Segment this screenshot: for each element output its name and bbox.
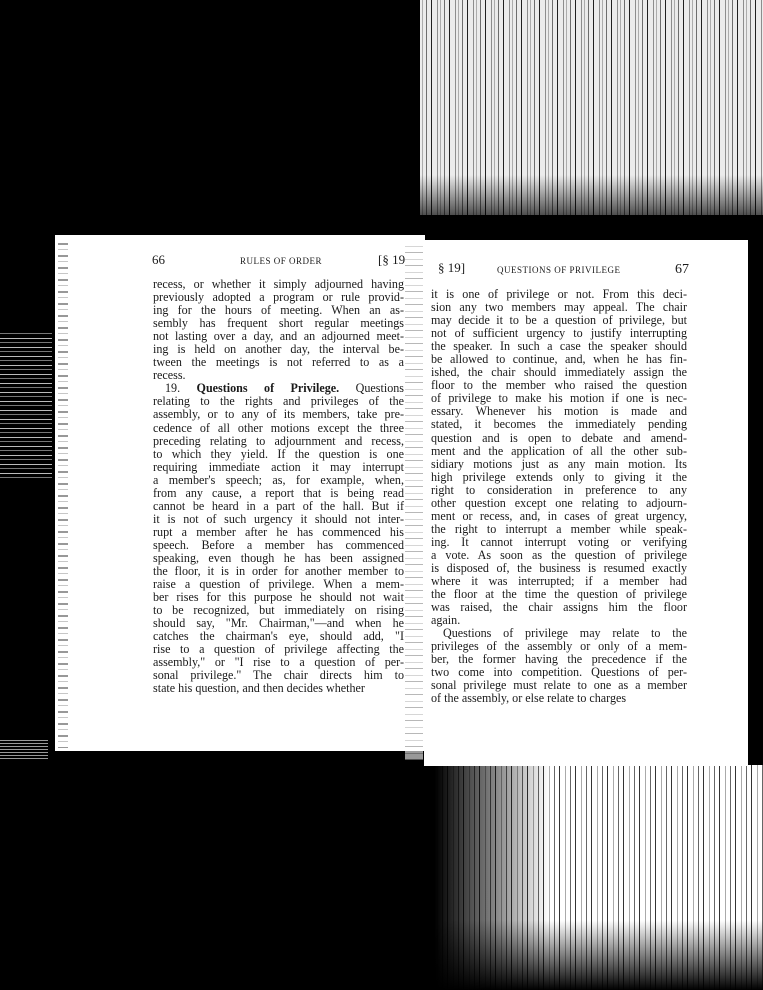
text-line: other question except one relating to adjourn- xyxy=(431,495,687,510)
text-line: stated, it becomes the immediately pending xyxy=(431,417,687,432)
text-line: may decide it to be a question of privilege, but xyxy=(431,313,687,328)
right-page-body xyxy=(431,288,687,706)
text-line: not lasting over a day, and an adjourned meet- xyxy=(153,329,404,344)
section-heading-rest: Questions xyxy=(339,381,404,396)
scan-artifact-bottom xyxy=(435,765,763,990)
text-line: speech. Before a member has commenced xyxy=(153,537,404,552)
text-line: preceding relating to adjournment and recess, xyxy=(153,433,404,448)
text-line: assembly, or to any of its members, take pre- xyxy=(153,407,404,422)
text-line: Questions of privilege may relate to the xyxy=(443,626,687,641)
section-heading-title: Questions of Privilege. xyxy=(196,381,340,396)
text-line: rise to a question of privilege affecting the xyxy=(153,642,404,657)
text-line: of the assembly, or else relate to charges xyxy=(431,691,627,706)
text-line: was raised, the chair assigns him the floor xyxy=(431,600,687,615)
text-line: essary. Whenever his motion is made and xyxy=(431,404,687,419)
text-line: should say, "Mr. Chairman,"—and when he xyxy=(153,616,404,631)
text-line: ber rises for this purpose he should not wait xyxy=(153,590,404,605)
text-line: sembly has frequent short regular meetings xyxy=(153,316,404,331)
section-heading-number: 19. xyxy=(165,381,197,396)
text-line: question and is open to debate and amend- xyxy=(431,430,687,445)
text-line: sidiary motions just as any main motion. Its xyxy=(431,456,687,471)
scan-artifact-left xyxy=(0,330,52,480)
text-line: privileges of the assembly or only of a mem- xyxy=(431,639,687,654)
text-line: cedence of all other motions except the three xyxy=(153,420,404,435)
left-section-ref: [§ 19 xyxy=(378,252,406,267)
right-running-head: QUESTIONS OF PRIVILEGE xyxy=(497,265,621,275)
text-line: assembly," or "I rise to a question of per- xyxy=(153,655,404,670)
text-line: two come into competition. Questions of per- xyxy=(431,665,687,680)
text-line: recess, or whether it simply adjourned having xyxy=(153,277,404,291)
text-line: right to consideration in preference to any xyxy=(431,482,687,497)
text-line: to which they yield. If the question is one xyxy=(153,446,404,461)
text-line: sonal privilege must relate to one as a member xyxy=(431,678,687,693)
text-line: again. xyxy=(431,613,461,628)
text-line: be allowed to continue, and, when he has fin- xyxy=(431,352,687,367)
text-line: sion any two members may appeal. The chair xyxy=(431,300,687,315)
text-line: the floor at the time the question of privilege xyxy=(431,587,687,602)
text-line: tween the meetings is not referred to as a xyxy=(153,355,404,370)
text-line: where it was interrupted; if a member had xyxy=(431,574,687,589)
text-line: state his question, and then decides whether xyxy=(153,681,365,696)
text-line: the speaker. In such a case the speaker should xyxy=(431,339,687,354)
text-line: recess. xyxy=(153,368,186,383)
text-line: a vote. As soon as the question of privilege xyxy=(431,547,687,562)
text-line: cannot be heard in a part of the hall. But if xyxy=(153,498,404,513)
page-edge-left xyxy=(58,238,68,748)
left-page-number: 66 xyxy=(152,252,165,267)
right-section-ref: § 19] xyxy=(438,260,466,275)
text-line: is disposed of, the business is resumed exactly xyxy=(431,560,687,575)
text-line: ing is held on another day, the interval be- xyxy=(153,342,404,357)
text-line: ing for the hours of meeting. When an as- xyxy=(153,303,404,318)
text-line: floor to the member who raised the question xyxy=(431,378,687,393)
book-gutter xyxy=(405,240,423,760)
text-line: previously adopted a program or rule provid- xyxy=(153,290,404,305)
text-line: sonal privilege." The chair directs him to xyxy=(153,668,404,683)
text-line: speaking, even though he has been assigned xyxy=(153,550,404,565)
left-running-head: RULES OF ORDER xyxy=(240,256,323,266)
right-page-number: 67 xyxy=(675,262,689,277)
scan-artifact-top xyxy=(420,0,763,215)
text-line: it is not of such urgency it should not inter- xyxy=(153,511,404,526)
scan-artifact-left-lower xyxy=(0,740,48,760)
text-line: ment and the application of all the other sub- xyxy=(431,443,687,458)
text-line: rupt a member after he has commenced his xyxy=(153,524,404,539)
text-line: ment or recess, and, in cases of great urgency, xyxy=(431,508,687,523)
text-line: not of sufficient urgency to justify interrupting xyxy=(431,326,687,341)
text-line: to be recognized, but immediately on rising xyxy=(153,603,404,618)
text-line: the floor, it is in order for another member to xyxy=(153,564,404,579)
text-line: ing. It cannot interrupt voting or verifying xyxy=(431,534,687,549)
text-line: from any cause, a report that is being read xyxy=(153,485,404,500)
text-line: of privilege to make his motion if one is nec- xyxy=(431,391,687,406)
text-line: a member's speech; as, for example, when, xyxy=(153,472,404,487)
text-line: ished, the chair should immediately assign the xyxy=(431,365,687,380)
text-line: relating to the rights and privileges of the xyxy=(153,394,404,409)
left-page-body xyxy=(153,278,404,696)
text-line: ber, the former having the precedence if the xyxy=(431,652,687,667)
text-line: it is one of privilege or not. From this deci- xyxy=(431,287,687,301)
text-line: high privilege extends only to giving it the xyxy=(431,469,687,484)
text-line: catches the chairman's eye, should add, "I xyxy=(153,629,404,644)
text-line: the right to interrupt a member while speak- xyxy=(431,521,687,536)
text-line: raise a question of privilege. When a mem- xyxy=(153,577,404,592)
text-line: requiring immediate action it may interrupt xyxy=(153,459,404,474)
